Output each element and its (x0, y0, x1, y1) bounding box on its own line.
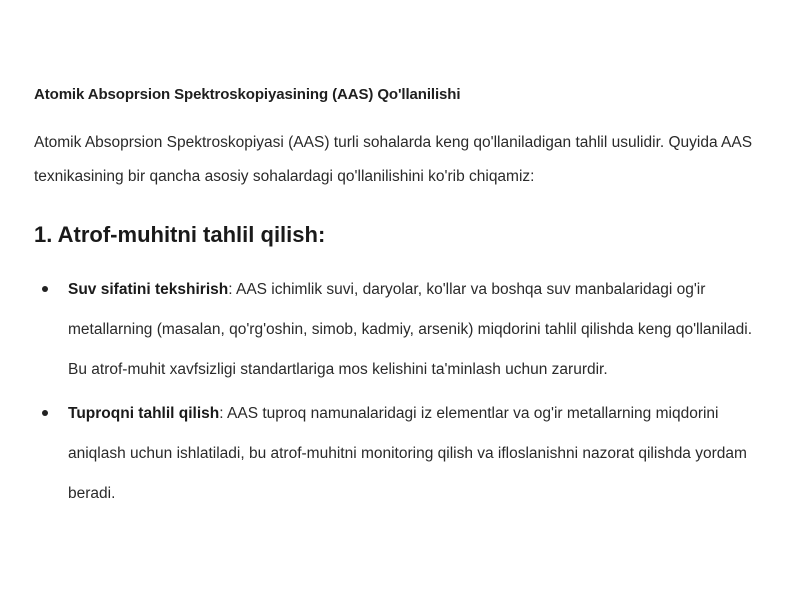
intro-paragraph: Atomik Absoprsion Spektroskopiyasi (AAS) turli sohalarda keng qo'llaniladigan tahlil usulidir. Quyida AAS texnikasining bir qancha asosiy sohalardagi qo'llanilishini ko'rib chiqamiz: (34, 134, 753, 185)
document-title: Atomik Absoprsion Spektroskopiyasining (AAS) Qo'llanilishi (34, 86, 461, 103)
bullet-dot-icon (42, 286, 48, 292)
list-item-text: : AAS tuproq namunalaridagi iz elementlar va og'ir metallarning miqdorini aniqlash uchun ishlatiladi, bu atrof-muhitni monitoring qilish va ifloslanishni nazorat qilishda yordam beradi. (68, 405, 747, 502)
bullet-list (34, 270, 774, 514)
list-item-term: Tuproqni tahlil qilish (68, 405, 220, 422)
section-heading: 1. Atrof-muhitni tahlil qilish: (34, 222, 326, 247)
list-item (34, 394, 768, 514)
list-item-term: Suv sifatini tekshirish (68, 281, 229, 298)
document-content (34, 84, 774, 514)
list-item-text: : AAS ichimlik suvi, daryolar, ko'llar va boshqa suv manbalaridagi og'ir metallarning (masalan, qo'rg'oshin, simob, kadmiy, arsenik) miqdorini tahlil qilishda keng qo'llaniladi. Bu atrof-muhit xavfsizligi standartlariga mos kelishini ta'minlash uchun zarurdir. (68, 281, 753, 378)
list-item (34, 270, 768, 390)
bullet-dot-icon (42, 410, 48, 416)
